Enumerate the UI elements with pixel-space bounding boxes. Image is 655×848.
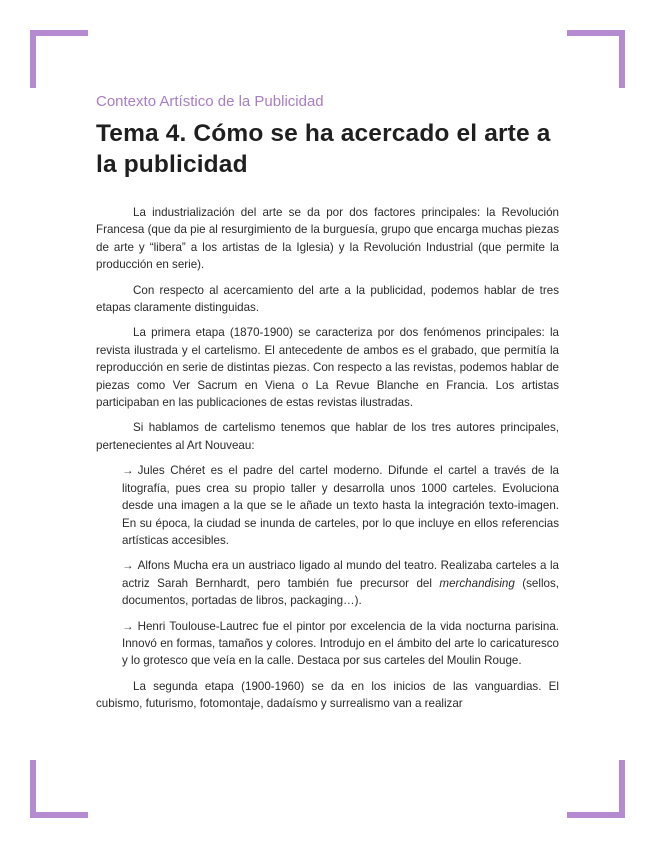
corner-bracket-top-right	[567, 30, 625, 88]
corner-bracket-bottom-left	[30, 760, 88, 818]
paragraph-industrialization: La industrialización del arte se da por dos factores principales: la Revolución Francesa (que da pie al resurgimiento de la burguesía, grupo que encarga muchas piezas de arte y “libera” a los artistas de la Iglesia) y la Revolución Industrial (que permite la producción en serie).	[96, 206, 559, 272]
paragraph-second-stage: La segunda etapa (1900-1960) se da en los inicios de las vanguardias. El cubismo, futurismo, fotomontaje, dadaísmo y surrealismo van a realizar	[96, 679, 559, 711]
bullet-cheret-text: Jules Chéret es el padre del cartel moderno. Difunde el cartel a través de la litografía, pues crea su propio taller y desarrolla unos 1000 carteles. Evoluciona desde una imagen a la que se le añade un texto hasta la integración texto-imagen. En su época, la ciudad se inunda de carteles, por lo que incluye en ellos referencias artísticas accesibles.	[122, 464, 559, 547]
corner-bracket-bottom-right	[567, 760, 625, 818]
document-body	[96, 204, 559, 713]
corner-bracket-top-left	[30, 30, 88, 88]
arrow-icon: →	[122, 559, 134, 573]
paragraph-first-stage: La primera etapa (1870-1900) se caracteriza por dos fenómenos principales: la revista ilustrada y el cartelismo. El antecedente de ambos es el grabado, que permitía la reproducción en serie de distintas piezas. Con respecto a las revistas, podemos hablar de piezas como Ver Sacrum en Viena o La Revue Blanche en Francia. Los artistas participaban en las publicaciones de estas revistas ilustradas.	[96, 326, 559, 410]
page-content	[96, 92, 559, 721]
arrow-icon: →	[122, 619, 134, 633]
paragraph-cartelismo: Si hablamos de cartelismo tenemos que hablar de los tres autores principales, pertenecientes al Art Nouveau:	[96, 421, 559, 452]
bullet-mucha-text-end: (sellos, documentos, portadas de libros, packaging…).	[122, 576, 559, 608]
bullet-toulouse-lautrec	[122, 618, 559, 670]
merchandising-term: merchandising	[439, 576, 515, 590]
page-title: Tema 4. Cómo se ha acercado el arte a la publicidad	[96, 120, 551, 178]
section-subtitle: Contexto Artístico de la Publicidad	[96, 93, 324, 110]
bullet-mucha	[122, 557, 559, 609]
bullet-toulouse-text: Henri Toulouse-Lautrec fue el pintor por excelencia de la vida nocturna parisina. Innovó en formas, tamaños y colores. Introdujo en el ámbito del arte lo caricaturesco y lo grotesco que veía en la calle. Destaca por sus carteles del Moulin Rouge.	[122, 619, 559, 668]
paragraph-three-stages: Con respecto al acercamiento del arte a la publicidad, podemos hablar de tres etapas claramente distinguidas.	[96, 283, 559, 315]
arrow-icon: →	[122, 464, 134, 478]
bullet-mucha-text: Alfons Mucha era un austriaco ligado al mundo del teatro. Realizaba carteles a la actriz Sarah Bernhardt, pero también fue precursor del	[122, 559, 559, 590]
bullet-cheret	[122, 462, 559, 549]
